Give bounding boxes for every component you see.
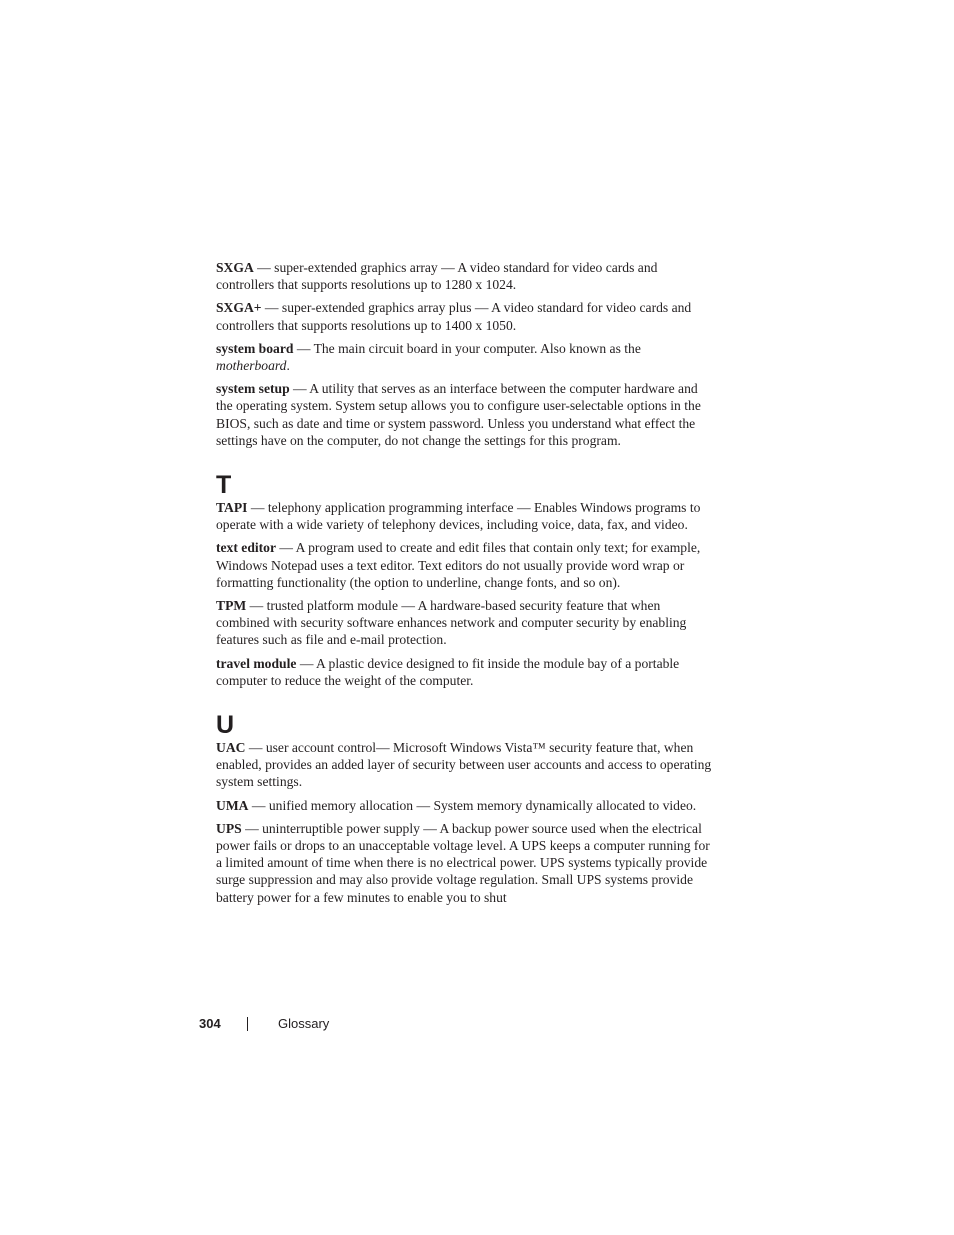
glossary-term: SXGA+ — [216, 300, 262, 316]
glossary-entry-sxga-plus — [216, 299, 716, 333]
page-number: 304 — [199, 1016, 221, 1031]
glossary-entry-travel-module — [216, 655, 716, 689]
glossary-definition: — trusted platform module — A hardware-based security feature that when combined with security software enhances network and computer security by enabling features such as file and e-mail protection. — [216, 598, 687, 648]
glossary-definition: — super-extended graphics array plus — A video standard for video cards and controllers that supports resolutions up to 1400 x 1050. — [216, 300, 692, 333]
glossary-definition: — super-extended graphics array — A video standard for video cards and controllers that supports resolutions up to 1280 x 1024. — [216, 260, 658, 293]
glossary-entry-sxga — [216, 259, 716, 293]
glossary-entry-ups — [216, 820, 716, 906]
glossary-definition: — The main circuit board in your computer. Also known as the — [293, 340, 641, 356]
glossary-term: system setup — [216, 381, 290, 397]
footer-section-title: Glossary — [278, 1016, 330, 1031]
glossary-definition: — A plastic device designed to fit inside the module bay of a portable computer to reduce the weight of the computer. — [216, 655, 680, 688]
footer-separator — [247, 1017, 248, 1031]
glossary-definition: — telephony application programming interface — Enables Windows programs to operate with a wide variety of telephony devices, including voice, data, fax, and video. — [216, 500, 701, 533]
glossary-entry-uma — [216, 797, 716, 814]
section-heading-t: T — [216, 471, 232, 500]
glossary-term: system board — [216, 340, 294, 356]
glossary-term: UAC — [216, 740, 246, 756]
glossary-term: TPM — [216, 598, 247, 614]
glossary-definition-tail: . — [286, 358, 290, 374]
glossary-term: travel module — [216, 655, 297, 671]
glossary-entry-system-board — [216, 340, 716, 374]
glossary-term: TAPI — [216, 500, 248, 516]
glossary-content — [216, 259, 716, 912]
glossary-definition: — A program used to create and edit files that contain only text; for example, Windows Notepad uses a text editor. Text editors do not usually provide word wrap or formatting functionality (the option to underline, change fonts, and so on). — [216, 540, 701, 590]
glossary-entry-tpm — [216, 597, 716, 649]
section-heading-u: U — [216, 711, 235, 740]
glossary-emphasis: motherboard — [216, 358, 287, 374]
glossary-definition: — user account control— Microsoft Windows Vista™ security feature that, when enabled, provides an added layer of security between user accounts and access to operating system settings. — [216, 740, 712, 790]
glossary-entry-text-editor — [216, 539, 716, 591]
glossary-definition: — uninterruptible power supply — A backup power source used when the electrical power fails or drops to an unacceptable voltage level. A UPS keeps a computer running for a limited amount of time when there is no electrical power. UPS systems typically provide surge suppression and may also provide voltage regulation. Small UPS systems provide battery power for a few minutes to enable you to shut — [216, 820, 710, 905]
glossary-term: text editor — [216, 540, 277, 556]
glossary-entry-tapi — [216, 499, 716, 533]
glossary-term: UPS — [216, 820, 242, 836]
glossary-entry-uac — [216, 739, 716, 791]
glossary-definition: — unified memory allocation — System memory dynamically allocated to video. — [248, 797, 697, 813]
glossary-term: SXGA — [216, 260, 254, 275]
glossary-term: UMA — [216, 797, 249, 813]
glossary-definition: — A utility that serves as an interface between the computer hardware and the operating system. System setup allows you to configure user-selectable options in the BIOS, such as date and time or system password. Unless you understand what effect the settings have on the computer, do not change the settings for this program. — [216, 381, 701, 448]
glossary-entry-system-setup — [216, 380, 716, 449]
